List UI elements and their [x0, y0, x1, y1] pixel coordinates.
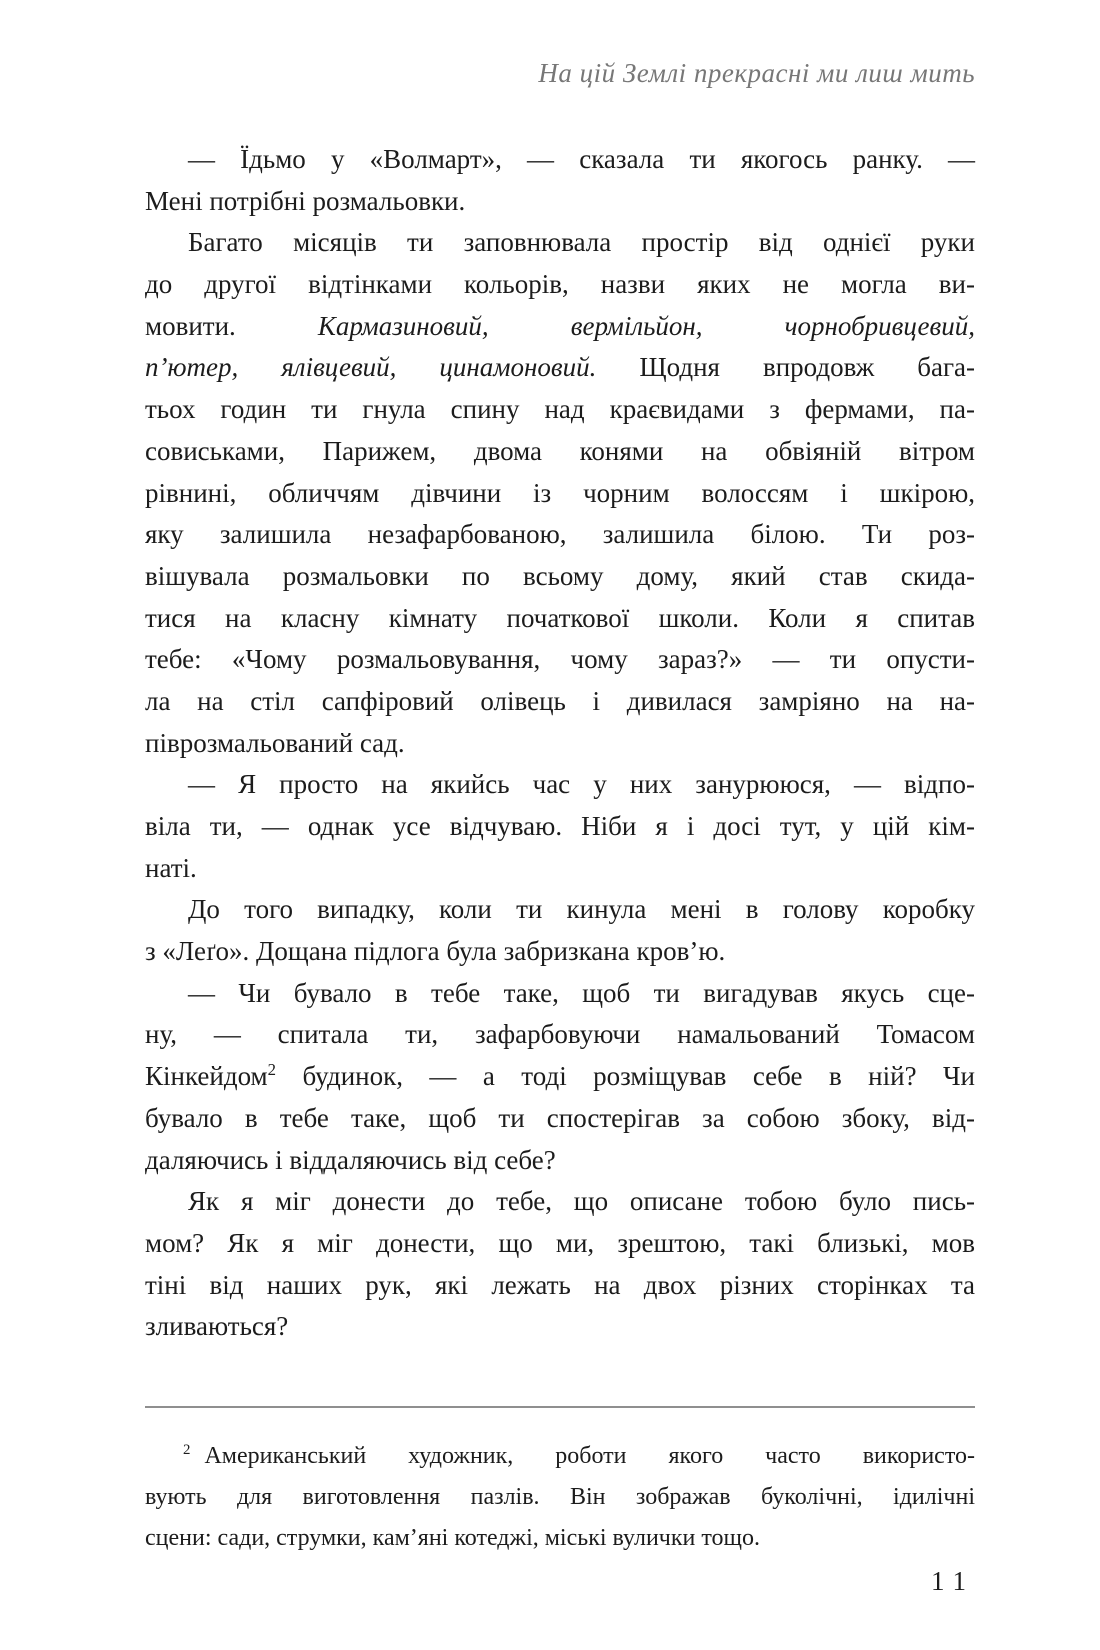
- footnote-text: [145, 1436, 975, 1559]
- text-segment: тьох годин ти гнула спину над краєвидами з фермами, па-: [145, 394, 975, 425]
- text-line: [145, 1140, 975, 1182]
- text-segment: До того випадку, коли ти кинула мені в голову коробку: [188, 894, 975, 925]
- text-line: [145, 1306, 975, 1348]
- footnote-rule: [145, 1406, 975, 1408]
- text-segment: мовити.: [145, 310, 318, 341]
- text-segment: будинок, — а тоді розміщував себе в ній? Чи: [276, 1061, 975, 1092]
- text-segment: наті.: [145, 852, 197, 883]
- text-line: [145, 556, 975, 598]
- text-line: [145, 1223, 975, 1265]
- text-line: [145, 1265, 975, 1307]
- text-line: [145, 848, 975, 890]
- running-header: На цій Землі прекрасні ми лиш мить: [538, 58, 975, 88]
- text-line: [145, 723, 975, 765]
- text-line: [145, 764, 975, 806]
- page-number: 11: [931, 1566, 975, 1596]
- text-segment: даляючись і віддаляючись від себе?: [145, 1144, 556, 1175]
- text-segment: Кінкейдом: [145, 1061, 268, 1092]
- text-line: [145, 1181, 975, 1223]
- text-segment: — Я просто на якийсь час у них занурююся, — відпо-: [188, 769, 975, 800]
- text-segment: п’ютер, ялівцевий, цинамоновий.: [145, 352, 597, 383]
- text-line: [145, 889, 975, 931]
- text-segment: зливаються?: [145, 1311, 289, 1342]
- footnote-marker: 2: [267, 1060, 277, 1080]
- text-segment: ла на стіл сапфіровий олівець і дивилася замріяно на на-: [145, 685, 975, 716]
- text-line: [145, 1436, 975, 1477]
- text-line: [145, 973, 975, 1015]
- text-line: [145, 1098, 975, 1140]
- text-segment: Як я міг донести до тебе, що описане тобою було пись-: [188, 1186, 975, 1217]
- text-line: [145, 264, 975, 306]
- text-segment: до другої відтінками кольорів, назви яких не могла ви-: [145, 269, 975, 300]
- text-line: [145, 639, 975, 681]
- text-line: [145, 1056, 975, 1098]
- text-segment: віла ти, — однак усе відчуваю. Ніби я і досі тут, у цій кім-: [145, 811, 975, 841]
- text-line: [145, 473, 975, 515]
- text-segment: Щодня впродовж бага-: [596, 352, 975, 383]
- text-segment: піврозмальований сад.: [145, 727, 405, 758]
- body-text: [145, 139, 975, 1348]
- text-segment: совиськами, Парижем, двома конями на обвіяній вітром: [145, 435, 975, 466]
- text-segment: ну, — спитала ти, зафарбовуючи намальований Томасом: [145, 1019, 975, 1050]
- text-line: [145, 931, 975, 973]
- text-line: [145, 306, 975, 348]
- text-line: [145, 389, 975, 431]
- text-line: [145, 139, 975, 181]
- text-segment: бувало в тебе таке, щоб ти спостерігав за собою збоку, від-: [145, 1102, 975, 1133]
- text-line: [145, 1518, 975, 1559]
- text-line: [145, 181, 975, 223]
- text-line: [145, 347, 975, 389]
- text-segment: Мені потрібні розмальовки.: [145, 185, 466, 216]
- text-segment: рівнині, обличчям дівчини із чорним волоссям і шкірою,: [145, 477, 975, 508]
- text-line: [145, 431, 975, 473]
- text-line: [145, 222, 975, 264]
- text-line: [145, 681, 975, 723]
- text-segment: з «Леґо». Дощана підлога була забризкана кров’ю.: [145, 936, 726, 967]
- text-segment: мом? Як я міг донести, що ми, зрештою, такі близькі, мов: [145, 1227, 975, 1258]
- footnote-marker: 2: [183, 1442, 191, 1458]
- text-segment: сцени: сади, струмки, кам’яні котеджі, міські вулички тощо.: [145, 1525, 761, 1551]
- text-line: [145, 806, 975, 848]
- text-line: [145, 514, 975, 556]
- text-line: [145, 598, 975, 640]
- text-segment: яку залишила незафарбованою, залишила білою. Ти роз-: [145, 519, 975, 550]
- text-segment: — Їдьмо у «Волмарт», — сказала ти якогось ранку. —: [188, 144, 975, 174]
- text-segment: тися на класну кімнату початкової школи. Коли я спитав: [145, 602, 975, 633]
- text-segment: Кармазиновий, вермільйон, чорнобривцевий,: [317, 310, 975, 341]
- text-segment: тебе: «Чому розмальовування, чому зараз?» — ти опусти-: [145, 644, 975, 675]
- text-segment: Багато місяців ти заповнювала простір від однієї руки: [188, 227, 975, 258]
- text-segment: Американський художник, роботи якого часто використо-: [204, 1443, 975, 1469]
- text-segment: вують для виготовлення пазлів. Він зображав буколічні, ідилічні: [145, 1484, 975, 1510]
- text-line: [145, 1014, 975, 1056]
- text-segment: тіні від наших рук, які лежать на двох різних сторінках та: [145, 1269, 975, 1300]
- text-segment: — Чи бувало в тебе таке, щоб ти вигадував якусь сце-: [188, 977, 975, 1008]
- text-line: [145, 1477, 975, 1518]
- text-segment: вішувала розмальовки по всьому дому, який став скида-: [145, 560, 975, 591]
